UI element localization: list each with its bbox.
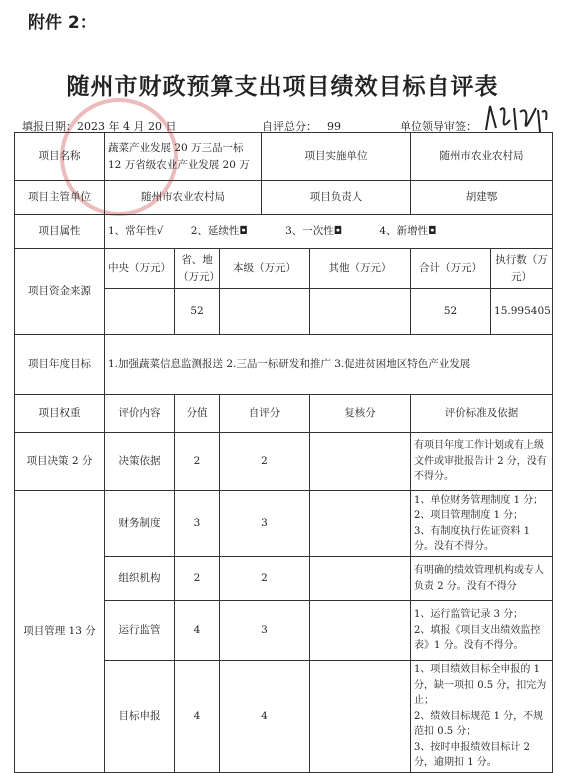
mgmt-group-label: 项目管理 13 分 bbox=[15, 491, 105, 773]
eval-row bbox=[15, 491, 553, 557]
project-name-row bbox=[15, 133, 553, 181]
eval-header: 复核分 bbox=[310, 395, 411, 433]
eval-self-score: 3 bbox=[220, 601, 310, 661]
fund-header: 执行数（万元） bbox=[491, 249, 553, 289]
eval-criteria: 1、项目绩效目标全申报的 1 分，缺一项扣 0.5 分，扣完为止； 2、绩效目标规范 1 分，不规范扣 0.5 分； 3、按时申报绩效目标计 2 分，逾期扣 1 分。 bbox=[411, 661, 553, 773]
eval-content: 组织机构 bbox=[105, 557, 175, 601]
fund-value bbox=[310, 289, 411, 335]
eval-header: 评价内容 bbox=[105, 395, 175, 433]
eval-self-score: 2 bbox=[220, 557, 310, 601]
eval-content: 财务制度 bbox=[105, 491, 175, 557]
attachment-label: 附件 2： bbox=[28, 13, 97, 33]
eval-score: 2 bbox=[175, 433, 220, 491]
eval-content: 目标申报 bbox=[105, 661, 175, 773]
page-title: 随州市财政预算支出项目绩效目标自评表 bbox=[66, 74, 499, 100]
eval-score: 2 bbox=[175, 557, 220, 601]
fill-date: 填报日期：2023 年 4 月 20 日 bbox=[22, 120, 177, 133]
fund-header: 省、地（万元） bbox=[175, 249, 220, 289]
checkbox-icon: ◘ bbox=[239, 225, 248, 238]
eval-row bbox=[15, 433, 553, 491]
evaluation-table bbox=[14, 132, 553, 773]
eval-self-score: 4 bbox=[220, 661, 310, 773]
eval-header: 项目权重 bbox=[15, 395, 105, 433]
fund-value: 52 bbox=[175, 289, 220, 335]
fund-value bbox=[105, 289, 175, 335]
attribute-row bbox=[15, 215, 553, 249]
eval-header: 评价标准及依据 bbox=[411, 395, 553, 433]
attribute-label: 项目属性 bbox=[15, 215, 105, 249]
attribute-option-2: 2、延续性 bbox=[190, 225, 240, 238]
project-name-label: 项目名称 bbox=[15, 133, 105, 181]
supervisor-row bbox=[15, 181, 553, 215]
goal-text: 1.加强蔬菜信息监测报送 2.三品一标研发和推广 3.促进贫困地区特色产业发展 bbox=[105, 335, 553, 395]
decision-group-label: 项目决策 2 分 bbox=[15, 433, 105, 491]
supervisor-label: 项目主管单位 bbox=[15, 181, 105, 215]
goal-label: 项目年度目标 bbox=[15, 335, 105, 395]
checkbox-icon: ◘ bbox=[333, 225, 343, 238]
attribute-option-1: 1、常年性√ bbox=[108, 225, 164, 238]
eval-criteria: 1、单位财务管理制度 1 分； 2、项目管理制度 1 分； 3、有制度执行佐证资料 1 分。没有不得分。 bbox=[411, 491, 553, 557]
fund-header-row bbox=[15, 249, 553, 289]
eval-review-score bbox=[310, 433, 411, 491]
attribute-option-3: 3、一次性 bbox=[285, 225, 334, 238]
fund-header: 合计（万元） bbox=[411, 249, 491, 289]
eval-header: 分值 bbox=[175, 395, 220, 433]
eval-review-score bbox=[310, 557, 411, 601]
fund-header: 其他（万元） bbox=[310, 249, 411, 289]
eval-content: 决策依据 bbox=[105, 433, 175, 491]
leader-sign-label: 单位领导审签： bbox=[400, 120, 477, 133]
project-name-value: 蔬菜产业发展 20 万三品一标 12 万省级农业产业发展 20 万 bbox=[105, 133, 262, 181]
fund-value: 15.995405 bbox=[491, 289, 553, 335]
eval-header-row bbox=[15, 395, 553, 433]
eval-score: 3 bbox=[175, 491, 220, 557]
attribute-option-4: 4、新增性 bbox=[379, 225, 429, 238]
checkbox-icon: ◘ bbox=[428, 225, 437, 238]
impl-unit-label: 项目实施单位 bbox=[262, 133, 411, 181]
eval-self-score: 2 bbox=[220, 433, 310, 491]
fund-header: 本级（万元） bbox=[220, 249, 310, 289]
eval-review-score bbox=[310, 601, 411, 661]
eval-criteria: 有项目年度工作计划或有上级文件或审批报告计 2 分，没有不得分。 bbox=[411, 433, 553, 491]
leader-label: 项目负责人 bbox=[262, 181, 411, 215]
fund-value bbox=[220, 289, 310, 335]
eval-criteria: 1、运行监管记录 3 分； 2、填报《项目支出绩效监控表》1 分。没有不得分。 bbox=[411, 601, 553, 661]
eval-review-score bbox=[310, 491, 411, 557]
attribute-options bbox=[105, 215, 553, 249]
eval-content: 运行监管 bbox=[105, 601, 175, 661]
eval-header: 自评分 bbox=[220, 395, 310, 433]
eval-criteria: 有明确的绩效管理机构或专人负责 2 分。没有不得分 bbox=[411, 557, 553, 601]
impl-unit-value: 随州市农业农村局 bbox=[411, 133, 553, 181]
fund-label: 项目资金来源 bbox=[15, 249, 105, 335]
total-score-value: 99 bbox=[327, 120, 341, 133]
eval-score: 4 bbox=[175, 601, 220, 661]
supervisor-value: 随州市农业农村局 bbox=[105, 181, 262, 215]
leader-value: 胡建鄂 bbox=[411, 181, 553, 215]
fund-value: 52 bbox=[411, 289, 491, 335]
goal-row bbox=[15, 335, 553, 395]
eval-score: 4 bbox=[175, 661, 220, 773]
total-score-label: 自评总分： bbox=[262, 120, 317, 133]
fund-header: 中央（万元） bbox=[105, 249, 175, 289]
eval-self-score: 3 bbox=[220, 491, 310, 557]
eval-review-score bbox=[310, 661, 411, 773]
